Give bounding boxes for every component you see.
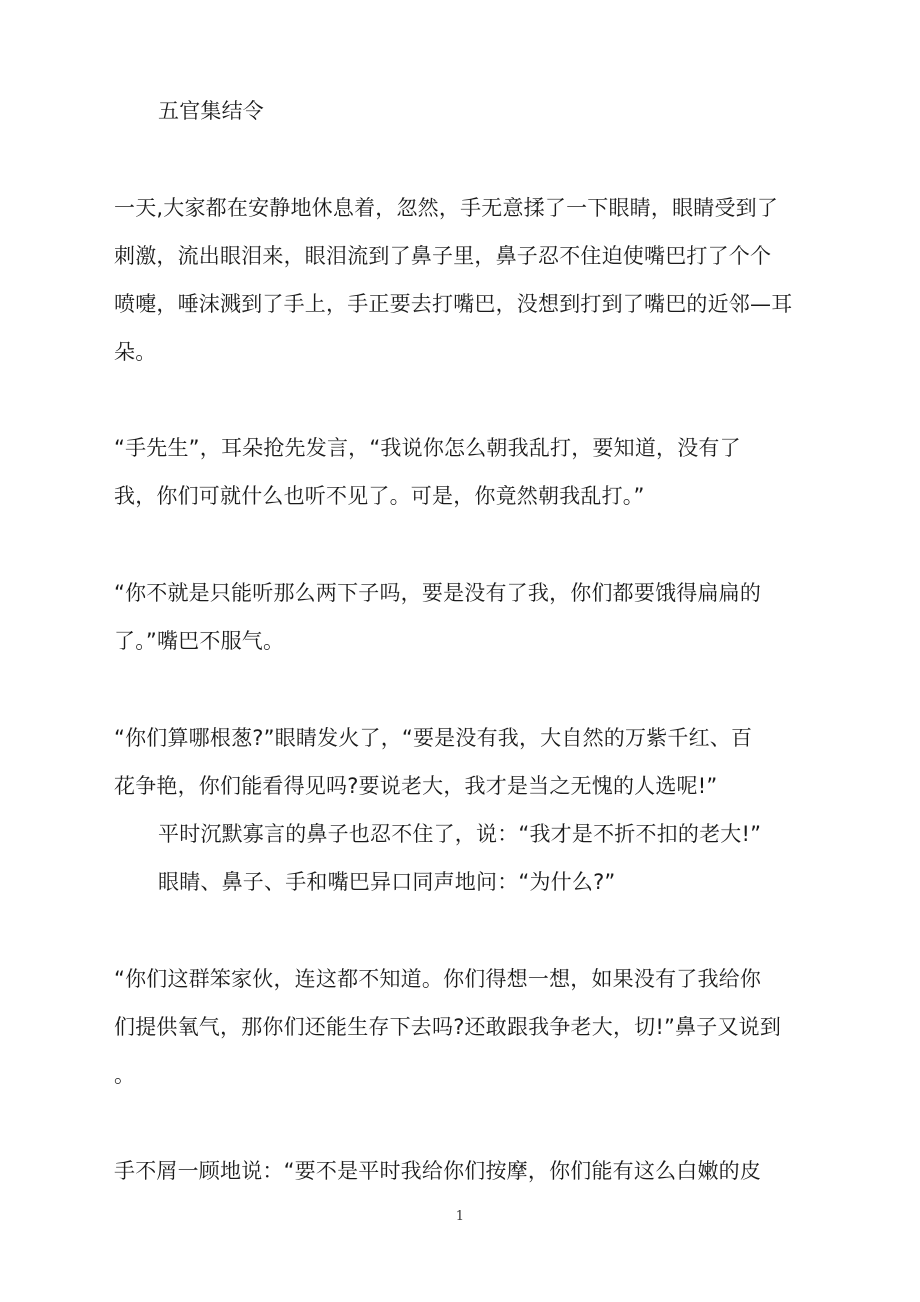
text-line: 花争艳，你们能看得见吗?要说老大，我才是当之无愧的人选呢!”	[114, 774, 718, 798]
text-line: 手不屑一顾地说：“要不是平时我给你们按摩，你们能有这么白嫩的皮	[114, 1159, 762, 1183]
text-line: 刺激，流出眼泪来，眼泪流到了鼻子里，鼻子忍不住迫使嘴巴打了个个	[114, 244, 772, 268]
text-line: 。	[114, 1063, 136, 1087]
text-line: “你不就是只能听那么两下子吗，要是没有了我，你们都要饿得扁扁的	[114, 581, 762, 605]
text-line: “手先生”，耳朵抢先发言，“我说你怎么朝我乱打，要知道，没有了	[114, 436, 741, 460]
text-line: 眼睛、鼻子、手和嘴巴异口同声地问：“为什么?”	[158, 870, 616, 894]
document-title: 五官集结令	[158, 99, 264, 123]
text-line: “你们算哪根葱?”眼睛发火了，“要是没有我，大自然的万紫千红、百	[114, 726, 753, 750]
text-line: 喷嚏，唾沫溅到了手上，手正要去打嘴巴，没想到打到了嘴巴的近邻—耳	[114, 292, 793, 316]
text-line: 朵。	[114, 340, 157, 364]
text-line: 了。”嘴巴不服气。	[114, 629, 285, 653]
text-line: “你们这群笨家伙，连这都不知道。你们得想一想，如果没有了我给你	[114, 967, 762, 991]
page-number: 1	[455, 1209, 465, 1224]
text-line: 平时沉默寡言的鼻子也忍不住了，说：“我才是不折不扣的老大!”	[158, 822, 762, 846]
text-line: 我，你们可就什么也听不见了。可是，你竟然朝我乱打。”	[114, 484, 645, 508]
text-line: 一天,大家都在安静地休息着，忽然，手无意揉了一下眼睛，眼睛受到了	[114, 196, 779, 220]
text-line: 们提供氧气，那你们还能生存下去吗?还敢跟我争老大，切!”鼻子又说到	[114, 1015, 782, 1039]
